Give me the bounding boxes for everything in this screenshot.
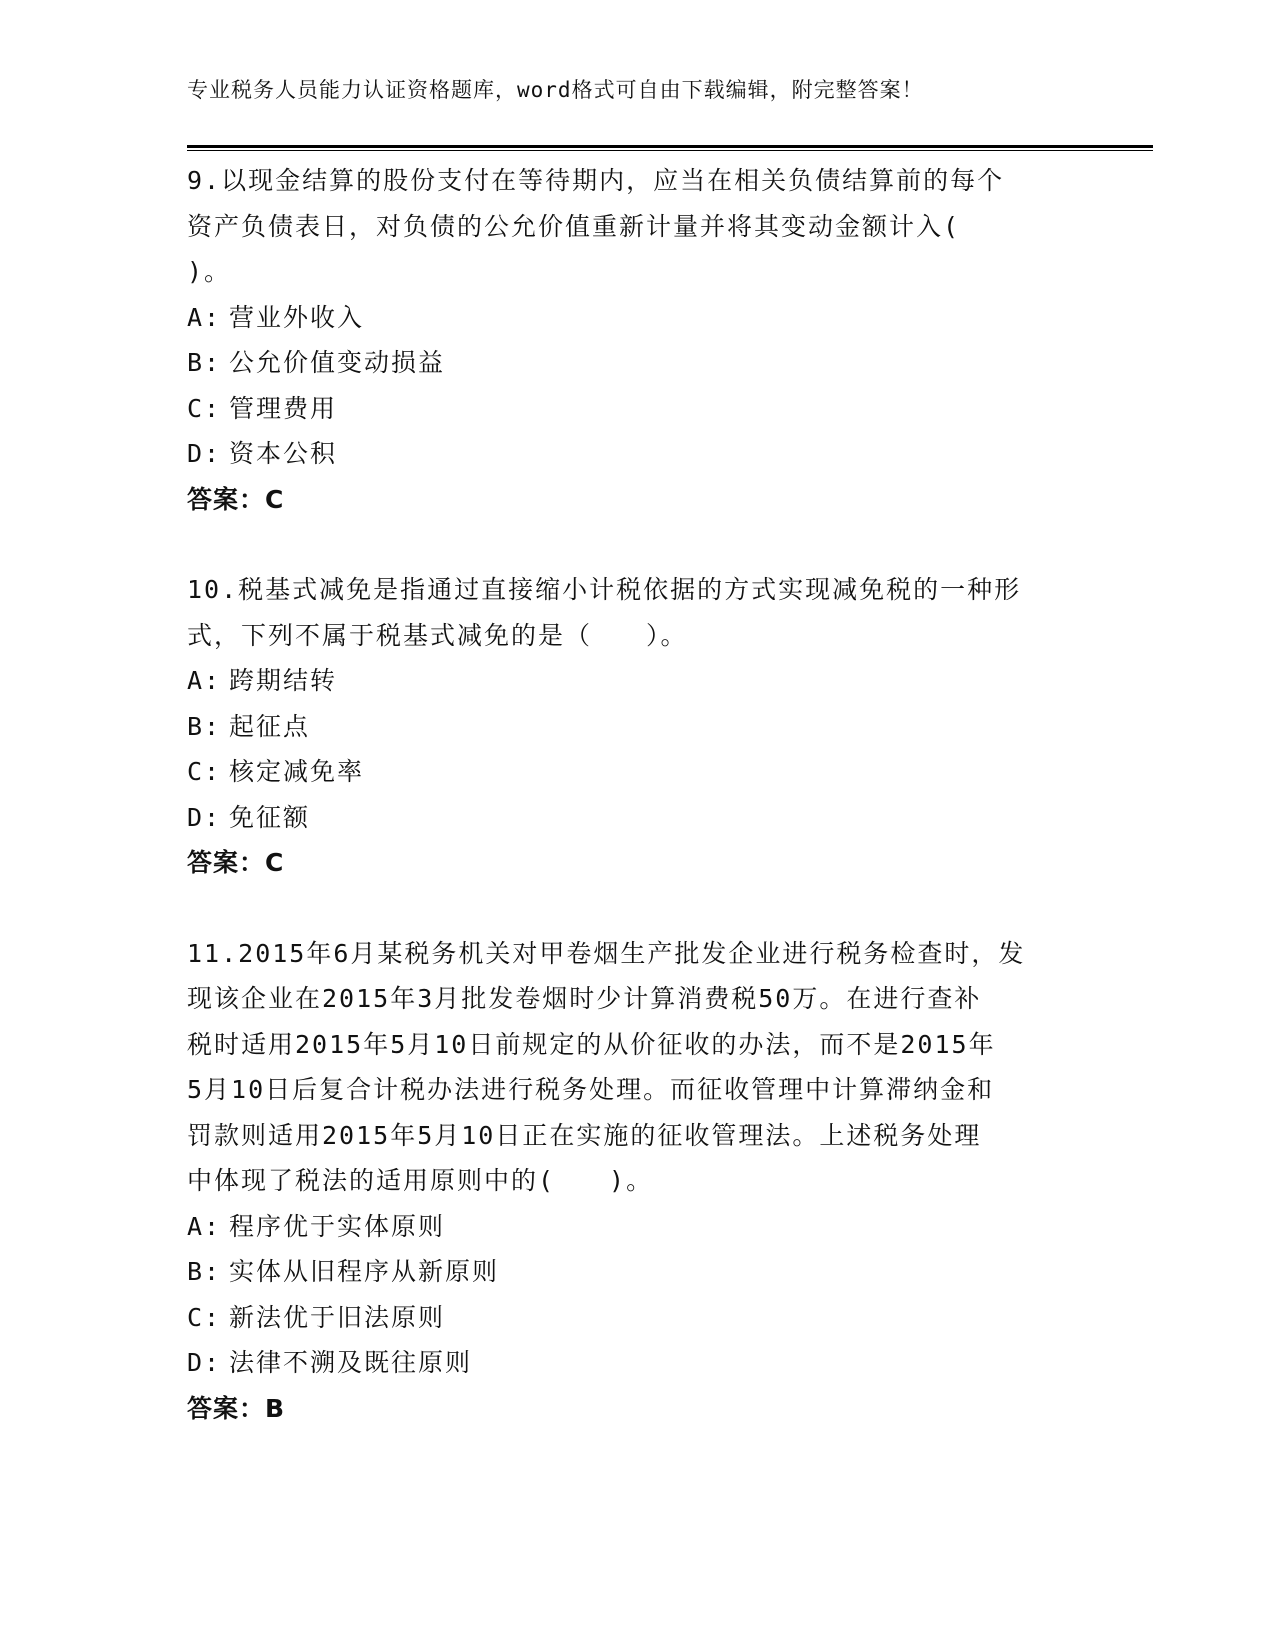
option-a [187, 1204, 1087, 1250]
option-d [187, 795, 1087, 841]
option-letter: C: [187, 393, 222, 423]
option-text: 免征额 [229, 802, 311, 832]
option-b [187, 1249, 1087, 1295]
question-line: 5月10日后复合计税办法进行税务处理。而征收管理中计算滞纳金和 [187, 1075, 995, 1104]
question-line: )。 [187, 257, 232, 286]
option-letter: D: [187, 439, 222, 468]
option-text: 资本公积 [229, 439, 338, 468]
header-rule-thick [187, 145, 1153, 148]
question-line: 现该企业在2015年3月批发卷烟时少计算消费税50万。在进行查补 [187, 984, 982, 1013]
question-list [187, 158, 1087, 1476]
option-text: 法律不溯及既往原则 [229, 1348, 473, 1377]
option-letter: D: [187, 1348, 222, 1377]
option-c [187, 1295, 1087, 1341]
option-c [187, 386, 1087, 432]
option-d [187, 431, 1087, 477]
question-line: 9.以现金结算的股份支付在等待期内，应当在相关负债结算前的每个 [187, 166, 1005, 195]
option-letter: B: [187, 348, 222, 377]
option-c [187, 749, 1087, 795]
option-text: 公允价值变动损益 [229, 348, 446, 377]
option-text: 新法优于旧法原则 [229, 1302, 446, 1332]
option-text: 起征点 [229, 711, 311, 741]
question-11 [187, 931, 1087, 1432]
option-letter: D: [187, 802, 222, 832]
option-text: 核定减免率 [229, 757, 365, 786]
option-a [187, 658, 1087, 704]
option-text: 营业外收入 [229, 302, 365, 332]
option-text: 实体从旧程序从新原则 [229, 1257, 500, 1286]
answer: 答案：B [187, 1393, 286, 1423]
option-letter: C: [187, 1302, 222, 1332]
option-b [187, 340, 1087, 386]
option-letter: A: [187, 302, 222, 332]
page-header: 专业税务人员能力认证资格题库，word格式可自由下载编辑，附完整答案！ [187, 78, 924, 102]
question-line: 资产负债表日，对负债的公允价值重新计量并将其变动金额计入( [187, 211, 961, 241]
option-b [187, 704, 1087, 750]
option-letter: A: [187, 666, 222, 695]
option-letter: A: [187, 1211, 222, 1241]
answer: 答案：C [187, 848, 285, 877]
question-line: 罚款则适用2015年5月10日正在实施的征收管理法。上述税务处理 [187, 1120, 982, 1150]
question-line: 中体现了税法的适用原则中的( )。 [187, 1166, 654, 1195]
option-d [187, 1340, 1087, 1386]
question-line: 11.2015年6月某税务机关对甲卷烟生产批发企业进行税务检查时，发 [187, 938, 1026, 968]
option-text: 管理费用 [229, 393, 338, 423]
header-rule-thin [187, 150, 1153, 151]
question-line: 税时适用2015年5月10日前规定的从价征收的办法，而不是2015年 [187, 1029, 996, 1059]
option-letter: B: [187, 1257, 222, 1286]
option-a [187, 295, 1087, 341]
question-10 [187, 567, 1087, 886]
option-text: 程序优于实体原则 [229, 1211, 446, 1241]
question-9 [187, 158, 1087, 522]
question-line: 10.税基式减免是指通过直接缩小计税依据的方式实现减免税的一种形 [187, 575, 1022, 604]
question-line: 式，下列不属于税基式减免的是（ ）。 [187, 620, 688, 650]
option-text: 跨期结转 [229, 666, 338, 695]
option-letter: C: [187, 757, 222, 786]
answer: 答案：C [187, 484, 285, 514]
option-letter: B: [187, 711, 222, 741]
